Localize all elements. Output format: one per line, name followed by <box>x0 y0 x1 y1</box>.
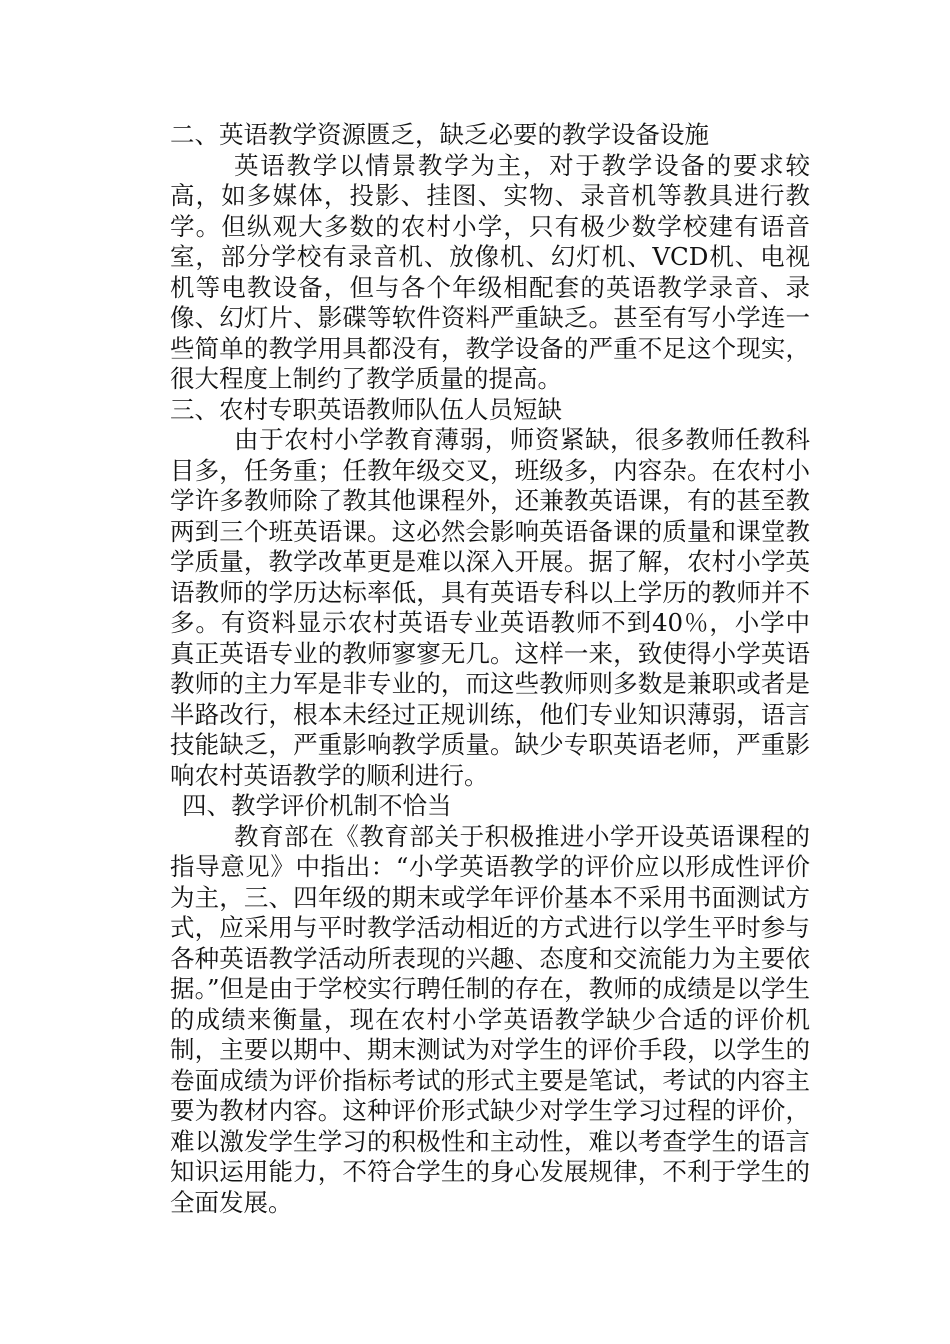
section-paragraph-teachers: 由于农村小学教育薄弱，师资紧缺，很多教师任教科目多，任务重；任教年级交叉，班级多，内容杂。在农村小学许多教师除了教其他课程外，还兼教英语课，有的甚至教两到三个班英语课。这必然会影响英语备课的质量和课堂教学质量，教学改革更是难以深入开展。据了解，农村小学英语教师的学历达标率低，具有英语专科以上学历的教师并不多。有资料显示农村英语专业英语教师不到40％，小学中真正英语专业的教师寥寥无几。这样一来，致使得小学英语教师的主力军是非专业的，而这些教师则多数是兼职或者是半路改行，根本未经过正规训练，他们专业知识薄弱，语言技能缺乏，严重影响教学质量。缺少专职英语老师，严重影响农村英语教学的顺利进行。 <box>170 425 810 790</box>
section-heading-resources: 二、英语教学资源匮乏，缺乏必要的教学设备设施 <box>170 120 709 149</box>
section-heading-evaluation: 四、教学评价机制不恰当 <box>182 791 452 820</box>
section-heading-teachers: 三、农村专职英语教师队伍人员短缺 <box>170 394 562 424</box>
document-page <box>170 120 810 1218</box>
section-paragraph-resources: 英语教学以情景教学为主，对于教学设备的要求较高，如多媒体，投影、挂图、实物、录音机等教具进行教学。但纵观大多数的农村小学，只有极少数学校建有语音室，部分学校有录音机、放像机、幻灯机、VCD机、电视机等电教设备，但与各个年级相配套的英语教学录音、录像、幻灯片、影碟等软件资料严重缺乏。甚至有写小学连一些简单的教学用具都没有，教学设备的严重不足这个现实，很大程度上制约了教学质量的提高。 <box>170 150 810 393</box>
section-paragraph-evaluation: 教育部在《教育部关于积极推进小学开设英语课程的指导意见》中指出：“小学英语教学的评价应以形成性评价为主，三、四年级的期末或学年评价基本不采用书面测试方式，应采用与平时教学活动相近的方式进行以学生平时参与各种英语教学活动所表现的兴趣、态度和交流能力为主要依据。”但是由于学校实行聘任制的存在，教师的成绩是以学生的成绩来衡量，现在农村小学英语教学缺少合适的评价机制，主要以期中、期末测试为对学生的评价手段，以学生的卷面成绩为评价指标考试的形式主要是笔试，考试的内容主要为教材内容。这种评价形式缺少对学生学习过程的评价，难以激发学生学习的积极性和主动性，难以考查学生的语言知识运用能力，不符合学生的身心发展规律，不利于学生的全面发展。 <box>170 821 810 1217</box>
